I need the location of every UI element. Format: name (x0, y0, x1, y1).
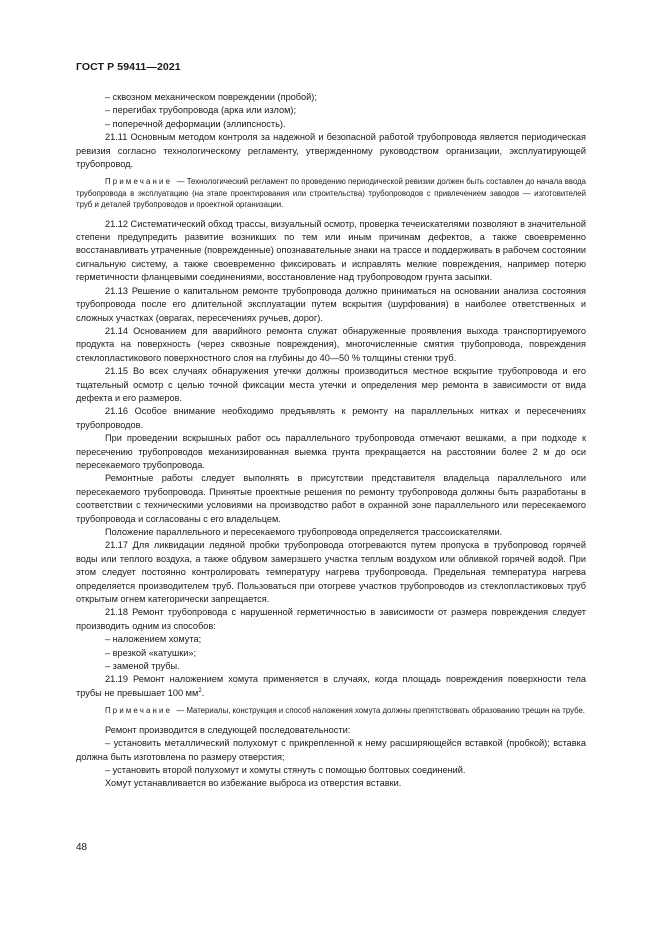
paragraph: При проведении вскрышных работ ось параллельного трубопровода отмечают вешками, а при подходе к пересечению трубопроводов механизированная выемка грунта прекращается на расстоянии более 2 м до оси пересекаемого трубопровода. (76, 433, 586, 470)
clause-21-18: 21.18 Ремонт трубопровода с нарушенной герметичностью в зависимости от размера повреждения следует производить одним из способов: (76, 607, 586, 631)
clause-21-11: 21.11 Основным методом контроля за надежной и безопасной работой трубопровода является периодическая ревизия согласно технологическому регламенту, утвержденному руководством организации, эксплуатирующей трубопровод. (76, 132, 586, 170)
superscript: 2 (198, 687, 202, 694)
list-item: – установить второй полухомут и хомуты стянуть с помощью болтовых соединений. (105, 764, 466, 775)
period: . (201, 687, 205, 698)
note-label: Примечание (105, 706, 173, 716)
clause-21-16: 21.16 Особое внимание необходимо предъявлять к ремонту на параллельных нитках и пересечениях трубопроводов. (76, 406, 586, 430)
paragraph: Ремонт производится в следующей последовательности: (105, 724, 351, 735)
note-21-19 (76, 705, 586, 716)
list-item: – сквозном механическом повреждении (пробой); (105, 92, 317, 102)
clause-21-13: 21.13 Решение о капитальном ремонте трубопровода должно приниматься на основании анализа состояния трубопровода после его длительной эксплуатации путем вскрытия (шурфования) в наиболее ответственных и сложных участках (оврагах, пересечениях ручьев, дорог). (76, 285, 586, 323)
list-item: – заменой трубы. (105, 661, 180, 672)
list-item: – установить металлический полухомут с прикрепленной к нему расширяющейся вставкой (пробкой); вставка должна быть изготовлена по размеру отверстия; (76, 738, 586, 762)
list-item: – поперечной деформации (эллипсность). (105, 118, 286, 129)
list-item: – врезкой «катушки»; (105, 647, 197, 658)
page-number: 48 (76, 842, 88, 853)
clause-21-17: 21.17 Для ликвидации ледяной пробки трубопровода отогреваются путем пропуска в трубопровод горячей воды или теплого воздуха, а также обдувом замерзшего участка теплым воздухом или обливкой горячей водой. При этом следует постоянно контролировать температуру нагрева трубопровода. Предельная температура нагрева определяется производителем труб. Пользоваться при отогреве участков трубопроводов из стеклопластиковых труб открытым огнем категорически запрещается. (76, 540, 586, 605)
note-21-11 (76, 176, 586, 210)
document-header: ГОСТ Р 59411—2021 (76, 61, 181, 73)
clause-21-19-text: 21.19 Ремонт наложением хомута применяется в случаях, когда площадь повреждения поверхности тела трубы не превышает 100 мм (76, 674, 586, 698)
note-label: Примечание (105, 177, 173, 187)
note-text: — Материалы, конструкция и способ наложения хомута должны препятствовать образованию трещин на трубе. (176, 706, 585, 716)
clause-21-14: 21.14 Основанием для аварийного ремонта служат обнаруженные проявления выхода транспортируемого продукта на поверхность (через сквозные повреждения), многочисленные смятия трубопровода, повреждения стеклопластикового поверхностного слоя на глубины до 40—50 % толщины стенки труб. (76, 325, 586, 363)
note-text: — Технологический регламент по проведению периодической ревизии должен быть составлен до начала ввода трубопровода в эксплуатацию (на этапе проектирования или строительства) трубопроводов с привлечением заводов — изготовителей труб и деталей трубопроводов и проектной организации. (76, 177, 586, 210)
paragraph: Хомут устанавливается во избежание выброса из отверстия вставки. (105, 778, 402, 789)
paragraph: Ремонтные работы следует выполнять в присутствии представителя владельца параллельного или пересекаемого трубопровода. Принятые проектные решения по ремонту трубопровода должны быть разработаны в соответствии с техническими условиями на производство работ в охранной зоне параллельного или пересекаемого трубопровода и согласованы с его владельцем. (76, 473, 586, 524)
list-item: – перегибах трубопровода (арка или излом); (105, 105, 297, 116)
document-body (76, 91, 586, 791)
clause-21-19 (76, 673, 586, 700)
paragraph: Положение параллельного и пересекаемого трубопровода определяется трассоискателями. (105, 527, 503, 537)
list-item: – наложением хомута; (105, 634, 202, 645)
clause-21-15: 21.15 Во всех случаях обнаружения утечки должны производиться местное вскрытие трубопровода и его тщательный осмотр с целью точной фиксации места утечки и определения мер ремонта в зависимости от вида дефекта и его размеров. (76, 366, 586, 403)
clause-21-12: 21.12 Систематический обход трассы, визуальный осмотр, проверка течеискателями позволяют в значительной степени предупредить развитие возникших по тем или иным причинам дефектов, а также своевременно восстанавливать утраченные (поврежденные) опознавательные знаки на трассе и поддерживать в рабочем состоянии сигнальную систему, а также своевременно фиксировать и исправлять мелкие повреждения, например потерю герметичности фланцевыми соединениями, восстановление над трубопроводом грунта засыпки. (76, 218, 586, 283)
